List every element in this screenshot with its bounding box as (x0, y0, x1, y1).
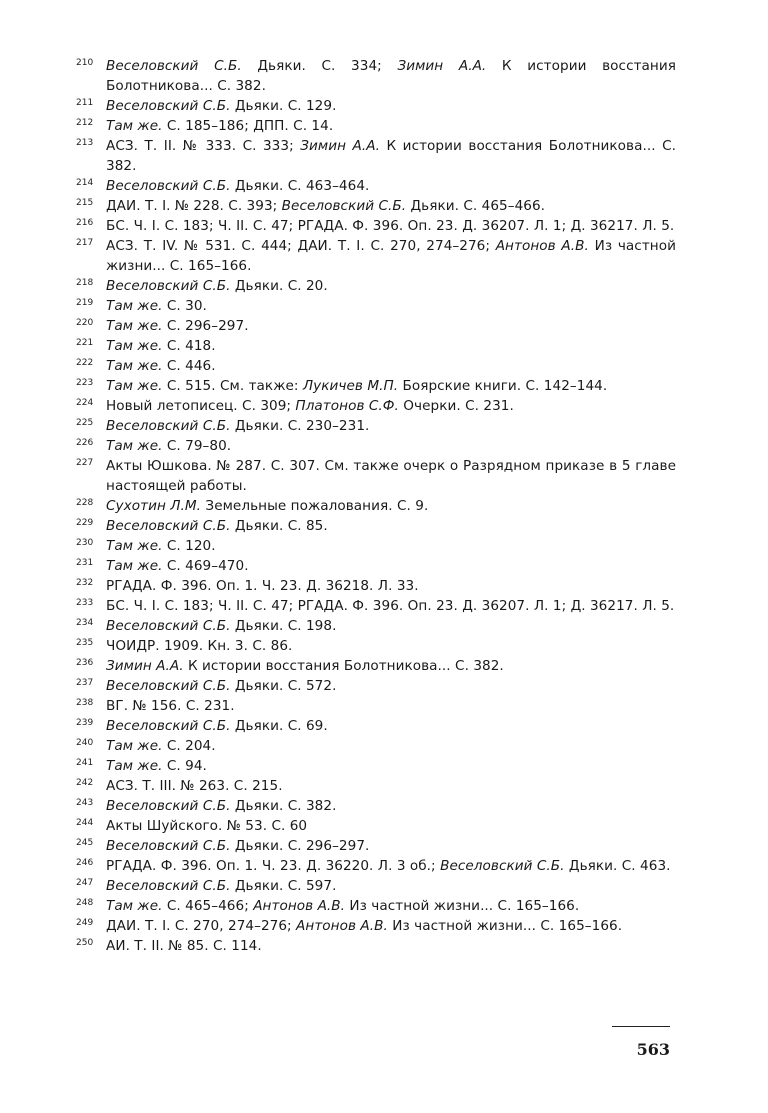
author-or-ibid-italic: Веселовский С.Б. (106, 678, 231, 694)
citation-text: Акты Юшкова. № 287. С. 307. См. также очерк о Разрядном приказе в 5 главе настоящей работы. (106, 458, 676, 494)
citation-text: Дьяки. С. 465–466. (406, 198, 546, 214)
endnote-number: 216 (76, 218, 94, 228)
endnote-item (76, 616, 676, 636)
citation-text: Дьяки. С. 20. (230, 278, 328, 294)
endnote-number: 241 (76, 758, 94, 768)
endnote-text (106, 376, 676, 396)
endnote-number: 223 (76, 378, 94, 388)
endnote-text (106, 856, 676, 876)
endnote-item (76, 356, 676, 376)
endnote-text (106, 416, 676, 436)
citation-text: С. 30. (162, 298, 207, 314)
endnote-text (106, 136, 676, 176)
endnote-item (76, 596, 676, 616)
citation-text: Дьяки. С. 69. (230, 718, 328, 734)
endnote-number: 215 (76, 198, 94, 208)
endnote-text (106, 316, 676, 336)
author-or-ibid-italic: Веселовский С.Б. (281, 198, 407, 214)
endnote-item (76, 336, 676, 356)
author-or-ibid-italic: Там же. (106, 538, 163, 554)
author-or-ibid-italic: Там же. (106, 898, 163, 914)
endnote-item (76, 216, 676, 236)
citation-text: БС. Ч. I. С. 183; Ч. II. С. 47; РГАДА. Ф. 396. Оп. 23. Д. 36207. Л. 1; Д. 36217. Л. 5. (106, 598, 675, 614)
citation-text: С. 296–297. (162, 318, 249, 334)
citation-text: К истории восстания Болотникова... С. 382. (183, 658, 504, 674)
author-or-ibid-italic: Веселовский С.Б. (106, 838, 231, 854)
endnote-text (106, 656, 676, 676)
endnote-text (106, 536, 676, 556)
endnote-number: 239 (76, 718, 94, 728)
endnote-text (106, 596, 676, 616)
author-or-ibid-italic: Там же. (106, 298, 163, 314)
endnote-number: 212 (76, 118, 94, 128)
endnote-item (76, 536, 676, 556)
endnote-number: 217 (76, 238, 94, 248)
endnote-item (76, 96, 676, 116)
endnote-item (76, 676, 676, 696)
citation-text: РГАДА. Ф. 396. Оп. 1. Ч. 23. Д. 36218. Л. 33. (106, 578, 419, 594)
endnote-item (76, 316, 676, 336)
author-or-ibid-italic: Веселовский С.Б. (106, 798, 231, 814)
endnote-number: 232 (76, 578, 94, 588)
citation-text: Дьяки. С. 572. (230, 678, 337, 694)
citation-text: С. 185–186; ДПП. С. 14. (162, 118, 334, 134)
citation-text: ДАИ. Т. I. № 228. С. 393; (106, 198, 282, 214)
endnote-number: 250 (76, 938, 94, 948)
author-or-ibid-italic: Веселовский С.Б. (106, 718, 231, 734)
endnote-number: 247 (76, 878, 94, 888)
author-or-ibid-italic: Веселовский С.Б. (106, 878, 231, 894)
author-or-ibid-italic: Веселовский С.Б. (106, 618, 231, 634)
endnote-text (106, 776, 676, 796)
endnote-item (76, 276, 676, 296)
endnote-number: 219 (76, 298, 94, 308)
author-or-ibid-italic: Веселовский С.Б. (440, 858, 565, 874)
author-or-ibid-italic: Лукичев М.П. (302, 378, 399, 394)
citation-text: Очерки. С. 231. (398, 398, 514, 414)
author-or-ibid-italic: Веселовский С.Б. (106, 418, 231, 434)
endnote-number: 242 (76, 778, 94, 788)
endnote-text (106, 796, 676, 816)
endnote-item (76, 896, 676, 916)
endnote-text (106, 736, 676, 756)
endnote-item (76, 496, 676, 516)
endnote-number: 245 (76, 838, 94, 848)
endnote-item (76, 116, 676, 136)
endnote-item (76, 376, 676, 396)
author-or-ibid-italic: Платонов С.Ф. (295, 398, 399, 414)
endnote-number: 248 (76, 898, 94, 908)
citation-text: С. 469–470. (162, 558, 249, 574)
citation-text: С. 465–466; (162, 898, 254, 914)
author-or-ibid-italic: Там же. (106, 318, 163, 334)
endnote-item (76, 756, 676, 776)
endnote-item (76, 776, 676, 796)
citation-text: С. 446. (162, 358, 216, 374)
author-or-ibid-italic: Веселовский С.Б. (106, 518, 231, 534)
endnote-text (106, 616, 676, 636)
citation-text: АИ. Т. II. № 85. С. 114. (106, 938, 262, 954)
endnote-number: 227 (76, 458, 94, 468)
author-or-ibid-italic: Веселовский С.Б. (106, 178, 231, 194)
citation-text: Дьяки. С. 85. (230, 518, 328, 534)
author-or-ibid-italic: Там же. (106, 118, 163, 134)
page-number: 563 (636, 1040, 670, 1059)
citation-text: С. 79–80. (162, 438, 232, 454)
endnote-text (106, 936, 676, 956)
endnote-text (106, 356, 676, 376)
author-or-ibid-italic: Там же. (106, 738, 163, 754)
author-or-ibid-italic: Зимин А.А. (397, 58, 487, 74)
citation-text: С. 515. См. также: (162, 378, 303, 394)
citation-text: Дьяки. С. 463–464. (230, 178, 370, 194)
endnote-text (106, 676, 676, 696)
citation-text: АСЗ. Т. II. № 333. С. 333; (106, 138, 301, 154)
endnote-text (106, 336, 676, 356)
citation-text: С. 418. (162, 338, 216, 354)
author-or-ibid-italic: Зимин А.А. (300, 138, 380, 154)
endnote-number: 230 (76, 538, 94, 548)
endnote-number: 220 (76, 318, 94, 328)
author-or-ibid-italic: Антонов А.В. (296, 918, 388, 934)
author-or-ibid-italic: Там же. (106, 358, 163, 374)
endnote-number: 221 (76, 338, 94, 348)
citation-text: Новый летописец. С. 309; (106, 398, 296, 414)
endnote-text (106, 116, 676, 136)
endnote-item (76, 296, 676, 316)
endnote-text (106, 876, 676, 896)
endnote-text (106, 196, 676, 216)
endnote-text (106, 516, 676, 536)
author-or-ibid-italic: Там же. (106, 378, 163, 394)
citation-text: Дьяки. С. 597. (230, 878, 337, 894)
citation-text: С. 120. (162, 538, 216, 554)
citation-text: Дьяки. С. 463. (564, 858, 671, 874)
endnote-text (106, 556, 676, 576)
author-or-ibid-italic: Антонов А.В. (253, 898, 346, 914)
endnote-item (76, 576, 676, 596)
endnote-item (76, 556, 676, 576)
endnote-item (76, 876, 676, 896)
endnote-item (76, 796, 676, 816)
citation-text: ВГ. № 156. С. 231. (106, 698, 235, 714)
author-or-ibid-italic: Антонов А.В. (495, 238, 589, 254)
endnote-item (76, 56, 676, 96)
endnote-number: 211 (76, 98, 94, 108)
citation-text: Дьяки. С. 230–231. (230, 418, 370, 434)
endnote-text (106, 496, 676, 516)
citation-text: С. 204. (162, 738, 216, 754)
citation-text: Дьяки. С. 382. (230, 798, 337, 814)
endnote-text (106, 636, 676, 656)
author-or-ibid-italic: Там же. (106, 758, 163, 774)
endnote-number: 213 (76, 138, 94, 148)
author-or-ibid-italic: Веселовский С.Б. (106, 58, 242, 74)
endnote-text (106, 436, 676, 456)
endnote-number: 236 (76, 658, 94, 668)
endnote-item (76, 936, 676, 956)
endnote-text (106, 56, 676, 96)
endnote-number: 246 (76, 858, 94, 868)
citation-text: ЧОИДР. 1909. Кн. 3. С. 86. (106, 638, 293, 654)
endnote-item (76, 456, 676, 496)
endnote-item (76, 516, 676, 536)
endnote-number: 214 (76, 178, 94, 188)
citation-text: Дьяки. С. 334; (241, 58, 398, 74)
citation-text: Дьяки. С. 296–297. (230, 838, 370, 854)
endnote-text (106, 896, 676, 916)
citation-text: Из частной жизни... С. 165–166. (345, 898, 580, 914)
endnote-item (76, 916, 676, 936)
citation-text: РГАДА. Ф. 396. Оп. 1. Ч. 23. Д. 36220. Л. 3 об.; (106, 858, 441, 874)
endnote-item (76, 816, 676, 836)
endnote-item (76, 196, 676, 216)
endnote-text (106, 396, 676, 416)
endnote-text (106, 296, 676, 316)
author-or-ibid-italic: Веселовский С.Б. (106, 278, 231, 294)
citation-text: Земельные пожалования. С. 9. (201, 498, 429, 514)
endnote-number: 244 (76, 818, 94, 828)
endnote-number: 228 (76, 498, 94, 508)
citation-text: АСЗ. Т. IV. № 531. С. 444; ДАИ. Т. I. С. 270, 274–276; (106, 238, 496, 254)
endnote-item (76, 696, 676, 716)
citation-text: ДАИ. Т. I. С. 270, 274–276; (106, 918, 297, 934)
citation-text: Акты Шуйского. № 53. С. 60 (106, 818, 308, 834)
endnote-text (106, 836, 676, 856)
endnote-item (76, 656, 676, 676)
endnote-text (106, 176, 676, 196)
citation-text: Из частной жизни... С. 165–166. (387, 918, 623, 934)
endnote-number: 235 (76, 638, 94, 648)
endnote-number: 225 (76, 418, 94, 428)
citation-text: АСЗ. Т. III. № 263. С. 215. (106, 778, 283, 794)
author-or-ibid-italic: Там же. (106, 558, 163, 574)
author-or-ibid-italic: Там же. (106, 338, 163, 354)
endnote-item (76, 176, 676, 196)
endnote-item (76, 836, 676, 856)
citation-text: Из частной жизни... С. 165–166. (106, 238, 676, 274)
author-or-ibid-italic: Веселовский С.Б. (106, 98, 231, 114)
endnote-text (106, 576, 676, 596)
endnote-text (106, 96, 676, 116)
page-number-rule (612, 1026, 670, 1027)
endnote-text (106, 696, 676, 716)
endnote-text (106, 916, 676, 936)
endnote-number: 226 (76, 438, 94, 448)
endnote-item (76, 416, 676, 436)
endnote-number: 233 (76, 598, 94, 608)
endnote-item (76, 736, 676, 756)
citation-text: К истории восстания Болотникова... С. 382. (106, 138, 677, 174)
endnote-number: 231 (76, 558, 94, 568)
citation-text: БС. Ч. I. С. 183; Ч. II. С. 47; РГАДА. Ф. 396. Оп. 23. Д. 36207. Л. 1; Д. 36217. Л. 5. (106, 218, 675, 234)
endnote-number: 240 (76, 738, 94, 748)
author-or-ibid-italic: Сухотин Л.М. (106, 498, 202, 514)
endnote-item (76, 636, 676, 656)
endnotes-list (76, 56, 676, 956)
endnote-item (76, 716, 676, 736)
endnote-item (76, 856, 676, 876)
citation-text: С. 94. (162, 758, 207, 774)
endnote-number: 229 (76, 518, 94, 528)
endnote-item (76, 136, 676, 176)
citation-text: Боярские книги. С. 142–144. (398, 378, 608, 394)
citation-text: Дьяки. С. 198. (230, 618, 337, 634)
endnote-item (76, 396, 676, 416)
endnote-text (106, 276, 676, 296)
author-or-ibid-italic: Зимин А.А. (106, 658, 184, 674)
author-or-ibid-italic: Там же. (106, 438, 163, 454)
endnote-number: 222 (76, 358, 94, 368)
endnote-text (106, 816, 676, 836)
endnote-text (106, 236, 676, 276)
endnote-text (106, 756, 676, 776)
endnote-item (76, 236, 676, 276)
citation-text: К истории восстания Болотникова... С. 382. (106, 58, 676, 94)
citation-text: Дьяки. С. 129. (230, 98, 337, 114)
endnote-number: 224 (76, 398, 94, 408)
endnote-number: 249 (76, 918, 94, 928)
endnote-text (106, 716, 676, 736)
endnote-number: 218 (76, 278, 94, 288)
endnote-number: 210 (76, 58, 94, 68)
endnote-item (76, 436, 676, 456)
endnote-text (106, 456, 676, 496)
endnote-number: 238 (76, 698, 94, 708)
endnote-number: 243 (76, 798, 94, 808)
endnote-number: 234 (76, 618, 94, 628)
endnote-number: 237 (76, 678, 94, 688)
endnote-text (106, 216, 676, 236)
